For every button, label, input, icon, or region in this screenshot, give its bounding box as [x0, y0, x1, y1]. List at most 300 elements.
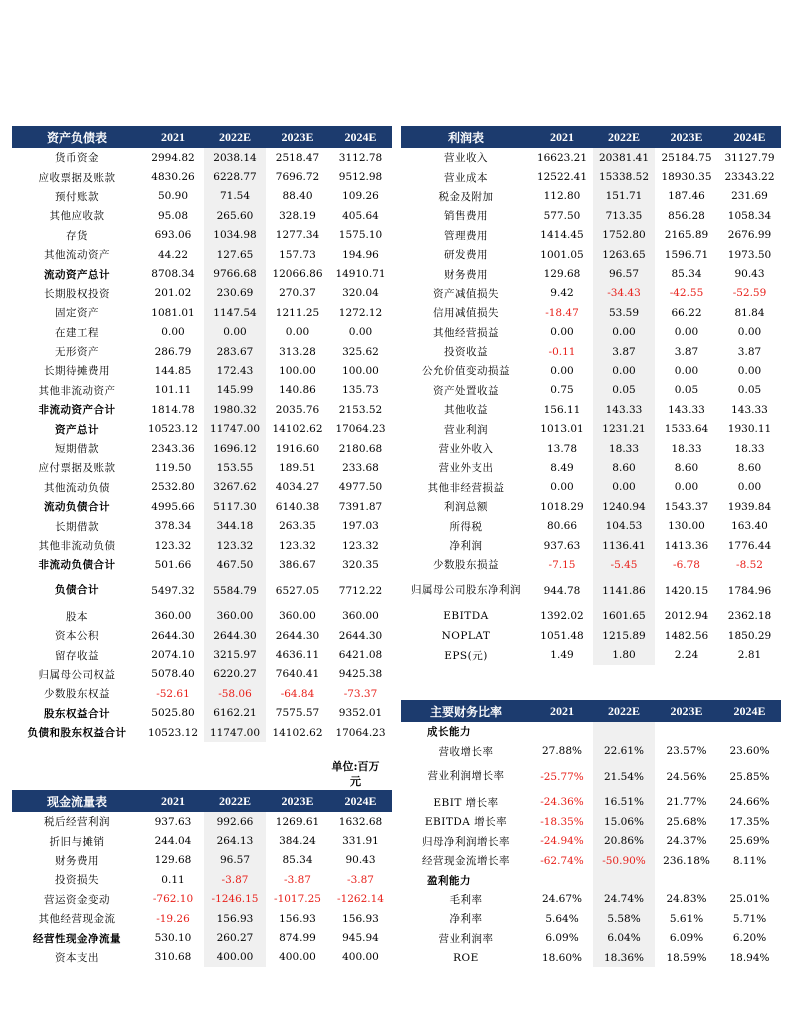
row-label: 营业利润	[444, 423, 488, 436]
column-header: 2022E	[204, 126, 266, 148]
cell-value: 16623.21	[536, 151, 588, 164]
table-row	[401, 575, 781, 607]
cell-value: 123.32	[342, 539, 379, 552]
cell-value: 4636.11	[275, 649, 320, 662]
cell-value: 4977.50	[338, 481, 383, 494]
cell-value: 18.33	[593, 439, 655, 458]
table-row	[401, 832, 781, 851]
cell-value: -58.06	[204, 684, 266, 703]
row-label: 其他应收款	[49, 210, 105, 223]
row-label: 投资损失	[55, 874, 99, 887]
row-label: 营业收入	[444, 152, 488, 165]
table-row	[401, 851, 781, 870]
cash-flow-table	[12, 790, 392, 967]
column-header: 2023E	[266, 126, 329, 148]
cell-value: 1939.84	[727, 500, 772, 513]
row-label: 营业外收入	[438, 443, 494, 456]
row-label: 财务费用	[55, 854, 99, 867]
table-row	[12, 555, 392, 574]
row-label: 折旧与摊销	[49, 835, 105, 848]
cell-value: 2644.30	[275, 629, 320, 642]
table-row	[12, 497, 392, 516]
table-title: 利润表	[401, 126, 531, 148]
cell-value: 157.73	[279, 248, 316, 261]
unit-label: 单位:百万元	[331, 760, 380, 788]
row-label: 固定资产	[55, 307, 99, 320]
cell-value: 992.66	[204, 812, 266, 831]
table-row	[12, 419, 392, 438]
cell-value: 135.73	[342, 384, 379, 397]
cell-value: -762.10	[152, 893, 194, 906]
cell-value: 66.22	[671, 306, 702, 319]
cell-value: 119.50	[154, 461, 192, 474]
cell-value: 1272.12	[338, 306, 383, 319]
cell-value: 100.00	[342, 364, 379, 377]
cell-value: 81.84	[734, 306, 765, 319]
row-label: 税金及附加	[438, 190, 494, 203]
row-label: 税后经营利润	[44, 816, 110, 829]
row-label: 短期借款	[55, 443, 99, 456]
cell-value: -24.94%	[540, 835, 584, 848]
cell-value: 1752.80	[593, 226, 655, 245]
cell-value: 310.68	[154, 951, 192, 964]
table-row	[12, 607, 392, 626]
table-row	[401, 381, 781, 400]
row-label: 管理费用	[444, 229, 488, 242]
table-row	[12, 187, 392, 206]
table-row	[401, 226, 781, 245]
cell-value: 90.43	[345, 854, 376, 867]
column-header: 2021	[142, 790, 204, 812]
column-header: 2022E	[593, 700, 655, 722]
cell-value: 2035.76	[275, 403, 320, 416]
table-title: 主要财务比率	[401, 700, 531, 722]
cell-value: 944.78	[543, 584, 581, 597]
cell-value: 405.64	[342, 209, 379, 222]
cell-value: 1392.02	[540, 610, 584, 623]
cell-value: -0.11	[548, 345, 576, 358]
table-row	[401, 323, 781, 342]
row-label: 财务费用	[444, 268, 488, 281]
row-label: 流动负债合计	[44, 501, 110, 514]
cell-value: 501.66	[154, 558, 192, 571]
table-row	[401, 516, 781, 535]
cell-value: 2362.18	[727, 610, 772, 623]
table-row	[12, 909, 392, 928]
row-label: 净利率	[449, 913, 483, 926]
cell-value: 201.02	[154, 287, 192, 300]
cell-value: 1930.11	[727, 423, 772, 436]
cell-value: 189.51	[279, 461, 316, 474]
cell-value: 0.00	[593, 361, 655, 380]
column-header: 2023E	[655, 126, 718, 148]
cell-value: 144.85	[154, 364, 192, 377]
cell-value: 1575.10	[338, 229, 383, 242]
cell-value: 96.57	[593, 264, 655, 283]
cell-value: 153.55	[204, 458, 266, 477]
row-label: 其他非流动负债	[38, 540, 116, 552]
row-label: 资产总计	[55, 423, 99, 436]
cell-value: -52.61	[156, 687, 190, 700]
cell-value: 18.36%	[593, 948, 655, 967]
cell-value: 1.49	[550, 649, 574, 662]
cell-value	[531, 870, 593, 889]
table-row	[12, 665, 392, 684]
table-row	[12, 245, 392, 264]
row-label: 营业外支出	[438, 462, 494, 475]
cell-value: 24.56%	[666, 770, 707, 783]
row-label: 其他非经营损益	[427, 481, 505, 494]
cell-value: 7575.57	[275, 707, 320, 720]
cell-value: 14102.62	[272, 423, 323, 436]
cell-value: 5078.40	[151, 668, 195, 681]
cell-value: 12066.86	[272, 268, 323, 281]
cell-value: 8.60	[593, 458, 655, 477]
cell-value: 1776.44	[727, 539, 772, 552]
cell-value: 6527.05	[275, 584, 320, 597]
table-row	[401, 607, 781, 626]
cell-value: 1013.01	[540, 423, 584, 436]
row-label: 投资收益	[444, 346, 488, 359]
cell-value: 360.00	[342, 610, 379, 623]
column-header: 2022E	[593, 126, 655, 148]
cell-value: 400.00	[279, 951, 316, 964]
row-label: 预付账款	[55, 190, 99, 203]
cell-value: 8.49	[550, 461, 574, 474]
cell-value: 6.09%	[545, 932, 579, 945]
row-label: 信用减值损失	[433, 307, 499, 320]
cell-value: 320.04	[342, 287, 379, 300]
cell-value: 0.75	[550, 384, 574, 397]
row-label: 成长能力	[427, 726, 471, 739]
cash-flow-header	[12, 790, 392, 812]
cell-value: 6.20%	[732, 932, 767, 945]
table-title: 现金流量表	[12, 790, 142, 812]
cell-value: 127.65	[204, 245, 266, 264]
table-row	[12, 284, 392, 303]
cell-value: 1269.61	[275, 815, 320, 828]
cell-value: 18.94%	[729, 951, 770, 964]
table-row	[401, 645, 781, 664]
table-row	[401, 929, 781, 948]
row-label: 营业成本	[444, 171, 488, 184]
cell-value: -3.87	[204, 870, 266, 889]
table-row	[12, 226, 392, 245]
cell-value: 7640.41	[275, 668, 320, 681]
row-label: 资本公积	[55, 630, 99, 643]
row-label: 货币资金	[55, 152, 99, 165]
table-row	[401, 761, 781, 793]
cell-value: 24.37%	[666, 835, 707, 848]
table-row	[401, 245, 781, 264]
cell-value: 945.94	[342, 932, 379, 945]
row-label: 少数股东损益	[433, 559, 499, 572]
cell-value: 400.00	[204, 948, 266, 967]
cell-value: 2153.52	[338, 403, 383, 416]
cell-value: 937.63	[543, 539, 581, 552]
row-label: EBITDA 增长率	[424, 816, 508, 829]
table-row	[12, 890, 392, 909]
row-label: 留存收益	[55, 649, 99, 662]
cell-value: 101.11	[154, 384, 192, 397]
cell-value: 313.28	[279, 345, 316, 358]
cell-value: 3215.97	[204, 645, 266, 664]
cell-value: 24.74%	[593, 890, 655, 909]
cell-value: 1814.78	[151, 403, 195, 416]
cell-value: 25.69%	[729, 835, 770, 848]
cell-value: 156.93	[204, 909, 266, 928]
cell-value: 0.05	[593, 381, 655, 400]
cell-value: 1.80	[593, 645, 655, 664]
cell-value: 264.13	[204, 831, 266, 850]
table-row	[401, 342, 781, 361]
row-label: 长期待摊费用	[44, 365, 110, 378]
cell-value: 2.24	[674, 649, 699, 662]
table-row	[12, 684, 392, 703]
row-label: 经营性现金净流量	[33, 932, 121, 945]
cell-value: 14102.62	[272, 726, 323, 739]
cell-value: 85.34	[282, 854, 313, 867]
table-row	[401, 284, 781, 303]
table-row	[12, 704, 392, 723]
table-row	[401, 187, 781, 206]
table-row	[401, 555, 781, 574]
cell-value: 9512.98	[338, 171, 383, 184]
cell-value: -3.87	[347, 873, 374, 886]
table-row	[401, 458, 781, 477]
cell-value: 25.01%	[729, 893, 770, 906]
cell-value: -1246.15	[204, 890, 266, 909]
cell-value: 1277.34	[275, 229, 320, 242]
cell-value: 4830.26	[151, 171, 195, 184]
row-label: 营收增长率	[438, 745, 494, 758]
cell-value: 270.37	[279, 287, 316, 300]
income-statement-header	[401, 126, 781, 148]
cell-value: 265.60	[204, 206, 266, 225]
cell-value	[718, 870, 781, 889]
financial-ratio-header	[401, 700, 781, 722]
cell-value: 2038.14	[204, 148, 266, 167]
table-row	[12, 439, 392, 458]
cell-value: 378.34	[154, 520, 192, 533]
row-label: 营业利润率	[438, 932, 494, 945]
table-row	[12, 342, 392, 361]
cell-value: 112.80	[543, 190, 581, 203]
cell-value: 360.00	[279, 610, 316, 623]
row-label: 非流动资产合计	[38, 404, 116, 417]
row-label: 利润总额	[444, 501, 488, 514]
cell-value: 328.19	[279, 209, 316, 222]
cell-value: 31127.79	[724, 151, 775, 164]
row-label: 营运资金变动	[44, 893, 110, 906]
table-row	[401, 890, 781, 909]
cell-value: -7.15	[548, 558, 576, 571]
cell-value: 6228.77	[204, 167, 266, 186]
row-label: 其他经营现金流	[38, 913, 116, 926]
cell-value: 236.18%	[663, 854, 710, 867]
row-label: EBITDA	[443, 610, 489, 623]
cell-value: 3112.78	[338, 151, 383, 164]
table-row	[12, 381, 392, 400]
cell-value: 25.68%	[666, 815, 707, 828]
cell-value: 5117.30	[204, 497, 266, 516]
cell-value: 1263.65	[593, 245, 655, 264]
cell-value: 5025.80	[151, 707, 195, 720]
cell-value: 0.00	[674, 364, 699, 377]
row-label: 资本支出	[55, 951, 99, 964]
cell-value: -18.47	[545, 306, 579, 319]
cell-value: 0.00	[204, 323, 266, 342]
cell-value: 5497.32	[151, 584, 195, 597]
cell-value: 1081.01	[151, 306, 195, 319]
column-header: 2023E	[655, 700, 718, 722]
cell-value: 856.28	[668, 209, 705, 222]
row-label: 负债合计	[55, 584, 99, 597]
row-label: 长期借款	[55, 520, 99, 533]
cell-value: 577.50	[543, 209, 581, 222]
row-label: 所得税	[449, 520, 483, 533]
cell-value: 2343.36	[151, 442, 195, 455]
cell-value: 23343.22	[724, 171, 775, 184]
financial-ratio-body	[401, 722, 781, 967]
cell-value: 9.42	[550, 287, 574, 300]
cell-value: 0.00	[593, 323, 655, 342]
cell-value: 17064.23	[335, 423, 386, 436]
cell-value: 3.87	[674, 345, 699, 358]
cell-value: 1482.56	[664, 629, 709, 642]
cell-value: -64.84	[280, 687, 315, 700]
cell-value: 0.00	[593, 478, 655, 497]
cell-value: 156.93	[279, 912, 316, 925]
cell-value: 3.87	[737, 345, 762, 358]
cell-value: 96.57	[204, 851, 266, 870]
cell-value: 0.05	[674, 384, 699, 397]
cell-value: 109.26	[342, 190, 379, 203]
row-label: 研发费用	[444, 249, 488, 262]
cell-value: 7712.22	[338, 584, 383, 597]
cell-value: 18930.35	[661, 171, 712, 184]
cell-value: 9352.01	[338, 707, 383, 720]
cell-value: 2.81	[737, 649, 762, 662]
cell-value: 1632.68	[338, 815, 383, 828]
table-row	[401, 870, 781, 889]
cell-value: 2644.30	[151, 629, 195, 642]
balance-sheet-header	[12, 126, 392, 148]
cell-value: 1136.41	[593, 536, 655, 555]
cell-value: 23.60%	[729, 745, 770, 758]
cell-value: 20381.41	[593, 148, 655, 167]
cell-value: 0.11	[161, 873, 185, 886]
cell-value: 24.66%	[729, 796, 770, 809]
cell-value: -3.87	[284, 873, 311, 886]
cell-value: 25184.75	[661, 151, 712, 164]
cell-value: 1051.48	[540, 629, 584, 642]
table-row	[12, 323, 392, 342]
cell-value: 2012.94	[664, 610, 709, 623]
cell-value: 10523.12	[147, 423, 199, 436]
balance-sheet-body	[12, 148, 392, 742]
cell-value: 187.46	[668, 190, 705, 203]
cell-value: 151.71	[593, 187, 655, 206]
cell-value: -6.78	[673, 558, 700, 571]
cell-value: -62.74%	[540, 854, 584, 867]
row-label: 其他经营损益	[433, 326, 499, 339]
row-label: 非流动负债合计	[38, 559, 116, 572]
row-label: 长期股权投资	[44, 287, 110, 300]
income-statement-table	[401, 126, 781, 665]
table-row	[12, 812, 392, 831]
cell-value: 17.35%	[729, 815, 770, 828]
cell-value: 360.00	[154, 610, 192, 623]
row-label: 其他流动资产	[44, 249, 110, 262]
cell-value: 4034.27	[275, 481, 320, 494]
row-label: 其他流动负债	[44, 481, 110, 494]
cell-value: 5584.79	[204, 575, 266, 607]
cell-value: 100.00	[279, 364, 316, 377]
row-label: 股本	[66, 610, 88, 623]
cell-value: 15338.52	[593, 167, 655, 186]
cell-value: 5.64%	[545, 912, 579, 925]
row-label: 资产处置收益	[433, 384, 499, 397]
column-header: 2022E	[204, 790, 266, 812]
table-row	[12, 626, 392, 645]
cell-value: 0.00	[737, 326, 762, 339]
cell-value	[593, 870, 655, 889]
column-header: 2024E	[718, 126, 781, 148]
table-row	[12, 948, 392, 967]
cell-value: 0.05	[737, 384, 762, 397]
cell-value: 0.00	[550, 481, 574, 494]
cell-value: 1543.37	[664, 500, 709, 513]
table-row	[12, 723, 392, 742]
row-label: 净利润	[449, 540, 483, 552]
cash-flow-body	[12, 812, 392, 967]
cell-value: 386.67	[279, 558, 316, 571]
cell-value: 27.88%	[541, 745, 583, 758]
cell-value: 286.79	[154, 345, 192, 358]
cell-value: 1533.64	[664, 423, 709, 436]
table-row	[401, 206, 781, 225]
cell-value: 6.04%	[593, 929, 655, 948]
cell-value: 320.35	[342, 558, 379, 571]
cell-value: 18.33	[734, 442, 765, 455]
cell-value: 24.67%	[541, 893, 583, 906]
row-label: 应付票据及账款	[38, 462, 116, 475]
cell-value: 2074.10	[151, 649, 195, 662]
row-label: 其他非流动资产	[38, 384, 116, 397]
cell-value: 0.00	[550, 364, 574, 377]
cell-value: 6140.38	[275, 500, 320, 513]
cell-value: 15.06%	[593, 812, 655, 831]
cell-value: 1420.15	[664, 584, 709, 597]
row-label: 其他收益	[444, 404, 488, 417]
row-label: 少数股东权益	[44, 688, 110, 701]
cell-value: 7391.87	[338, 500, 383, 513]
cell-value: 400.00	[342, 951, 379, 964]
cell-value: -25.77%	[540, 770, 584, 783]
cell-value: 4995.66	[151, 500, 195, 513]
table-row	[401, 741, 781, 760]
cell-value: 1147.54	[204, 303, 266, 322]
table-row	[12, 928, 392, 947]
cell-value: 5.58%	[593, 909, 655, 928]
cell-value: 1215.89	[593, 626, 655, 645]
cell-value: 9766.68	[204, 264, 266, 283]
cell-value: 71.54	[204, 187, 266, 206]
table-row	[12, 206, 392, 225]
column-header: 2021	[142, 126, 204, 148]
column-header: 2021	[531, 126, 593, 148]
